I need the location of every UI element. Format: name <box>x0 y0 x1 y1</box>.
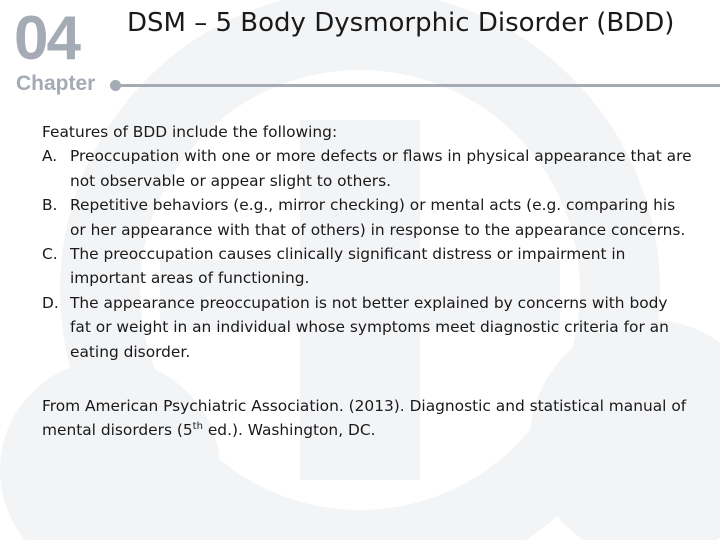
criterion-text: The appearance preoccupation is not better explained by concerns with body fat or weight in an individual whose symptoms meet diagnostic criteria for an eating disorder. <box>70 293 669 361</box>
title-rule <box>118 84 720 87</box>
criterion-text: The preoccupation causes clinically significant distress or impairment in important areas of functioning. <box>70 245 626 288</box>
slide-content <box>42 120 692 443</box>
chapter-label: Chapter <box>16 72 96 95</box>
chapter-badge <box>14 6 114 98</box>
citation <box>42 394 692 443</box>
criterion-marker: B. <box>42 196 58 215</box>
criterion-d <box>42 291 692 364</box>
intro-text: Features of BDD include the following: <box>42 123 338 141</box>
citation-superscript: th <box>192 421 203 433</box>
criterion-text: Repetitive behaviors (e.g., mirror checking) or mental acts (e.g. comparing his or her appearance with that of others) in response to the appearance concerns. <box>70 196 686 239</box>
criterion-text: Preoccupation with one or more defects or flaws in physical appearance that are not observable or appear slight to others. <box>70 147 692 190</box>
criterion-marker: C. <box>42 245 58 264</box>
criterion-a <box>42 144 692 193</box>
criterion-marker: D. <box>42 293 59 312</box>
citation-text: From American Psychiatric Association. (2013). Diagnostic and statistical manual of mental disorders (5 <box>42 397 687 440</box>
criteria-list <box>42 144 692 364</box>
chapter-number: 04 <box>14 4 79 73</box>
slide-title: DSM – 5 Body Dysmorphic Disorder (BDD) <box>127 8 675 38</box>
criterion-b <box>42 193 692 242</box>
criterion-marker: A. <box>42 147 58 166</box>
criterion-c <box>42 242 692 291</box>
citation-text-end: ed.). Washington, DC. <box>202 421 376 440</box>
